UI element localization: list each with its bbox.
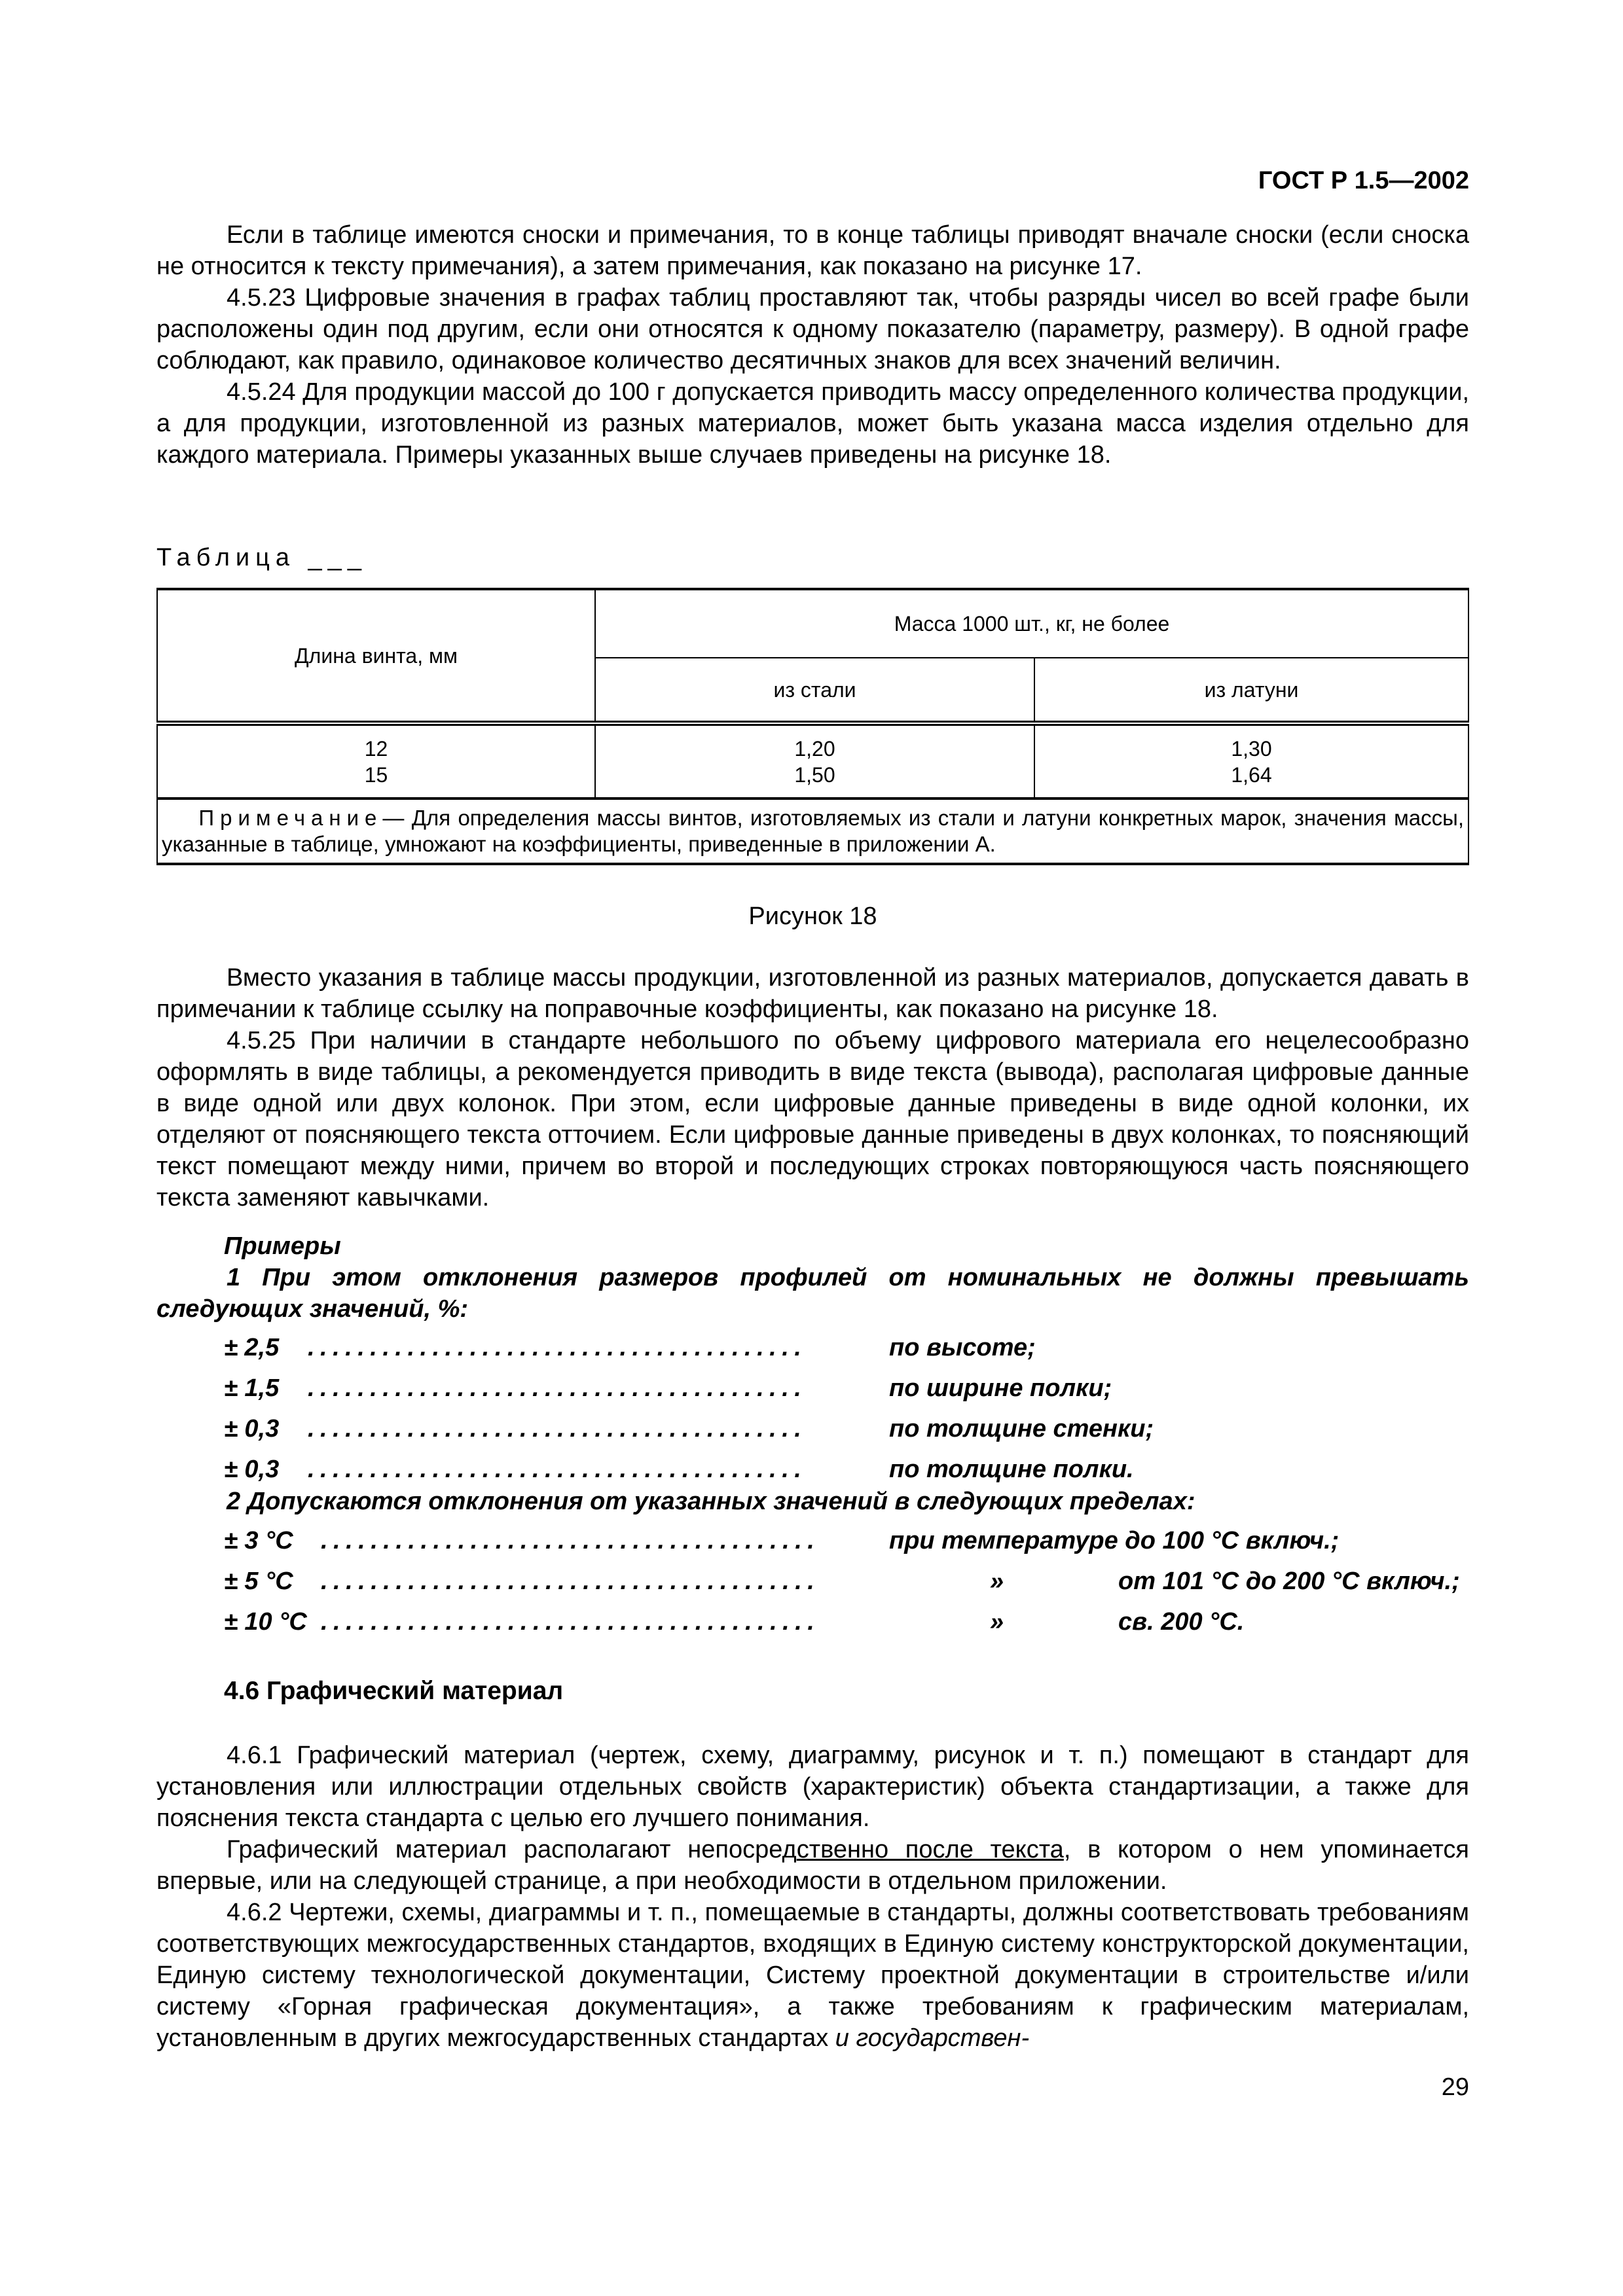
examples-title: Примеры [224,1232,341,1260]
example-description: св. 200 °C. [1118,1608,1245,1636]
document-header: ГОСТ Р 1.5—2002 [1258,167,1469,194]
note-label: Примечание [198,806,383,830]
example-value: ± 0,3 [224,1415,280,1443]
example-value: ± 1,5 [224,1374,280,1402]
leader-dots: ........................................ [321,1527,820,1554]
mass-table [156,588,1469,865]
example-description: при температуре до 100 °C включ.; [889,1527,1340,1554]
leader-dots: ........................................ [308,1456,807,1483]
example-description: по толщине стенки; [889,1415,1154,1443]
page-number: 29 [1441,2073,1469,2101]
italic-text: и государствен- [835,2024,1030,2052]
leader-dots: ........................................ [321,1568,820,1595]
example-1-text: 1 При этом отклонения размеров профилей от номинальных не должны превышать следующих значений, %: [156,1264,1469,1323]
paragraph: Если в таблице имеются сноски и примечания, то в конце таблицы приводят вначале сноски (если сноска не относится к тексту примечания), а затем примечания, как показано на рисунке 17. [156,221,1469,280]
example-2-text: 2 Допускаются отклонения от указанных значений в следующих пределах: [227,1488,1195,1515]
header-screw-length: Длина винта, мм [157,589,595,723]
figure-caption: Рисунок 18 [748,903,877,930]
example-description: по толщине полки. [889,1456,1134,1483]
example-description: от 101 °C до 200 °C включ.; [1118,1568,1460,1595]
header-mass: Масса 1000 шт., кг, не более [595,589,1468,658]
leader-dots: ........................................ [308,1415,807,1443]
leader-dots: ........................................ [308,1334,807,1361]
underlined-text: ственно после текста [796,1836,1064,1863]
cell: 12 [364,736,388,761]
header-steel: из стали [595,658,1034,723]
paragraph-4-6-2 [156,1897,1469,2054]
text-block-2 [156,962,1469,1213]
text: Графический материал располагают непосред [227,1836,797,1863]
ditto-mark: » [990,1568,1004,1595]
example-2 [156,1486,1469,1517]
cell: 1,50 [794,762,835,787]
example-description: по высоте; [889,1334,1036,1361]
table-label: Таблица ___ [156,544,367,571]
paragraph-4-5-23: 4.5.23 Цифровые значения в графах таблиц проставляют так, чтобы разряды чисел во всей графе были расположены один под другим, если они относятся к одному показателю (параметру, размеру). В одной графе соблюдают, как правило, одинаковое количество десятичных знаков для всех значений величин. [156,284,1469,374]
cell: 1,30 [1231,736,1272,761]
cell: 1,20 [794,736,835,761]
cell: 1,64 [1231,762,1272,787]
paragraph-4-5-25: 4.5.25 При наличии в стандарте небольшого по объему цифрового материала его нецелесообразно оформлять в виде таблицы, а рекомендуется приводить в виде текста (вывода), располагая цифровые данные в виде одной или двух колонок. При этом, если цифровые данные приведены в виде одной колонки, их отделяют от поясняющего текста отточием. Если цифровые данные приведены в двух колонках, то поясняющий текст помещают между ними, причем во второй и последующих строках повторяющуюся часть поясняющего текста заменяют кавычками. [156,1027,1469,1211]
example-description: по ширине полки; [889,1374,1112,1402]
example-value: ± 3 °C [224,1527,293,1554]
example-value: ± 5 °C [224,1568,293,1595]
header-brass: из латуни [1034,658,1468,723]
section-heading: 4.6 Графический материал [224,1677,564,1705]
table-row [157,723,1468,798]
example-value: ± 2,5 [224,1334,280,1361]
leader-dots: ........................................ [321,1608,820,1636]
text: 4.6.2 Чертежи, схемы, диаграммы и т. п., помещаемые в стандарты, должны соответствовать требованиям соответствующих межгосударственных стандартов, входящих в Единую систему конструкторской документации, Единую систему технологической документации, Систему проектной документации в строительстве и/или систему «Горная графическая документация», а также требованиям к графическим материалам, установленным в других межгосударственных стандартах [156,1899,1469,2052]
paragraph-4-5-24: 4.5.24 Для продукции массой до 100 г допускается приводить массу определенного количества продукции, а для продукции, изготовленной из разных материалов, может быть указана масса изделия отдельно для каждого материала. Примеры указанных выше случаев приведены на рисунке 18. [156,378,1469,469]
paragraph: Вместо указания в таблице массы продукции, изготовленной из разных материалов, допускается давать в примечании к таблице ссылку на поправочные коэффициенты, как показано на рисунке 18. [156,964,1469,1023]
note-text: — Для определения массы винтов, изготовляемых из стали и латуни конкретных марок, значения массы, указанные в таблице, умножают на коэффициенты, приведенные в приложении А. [162,806,1465,856]
ditto-mark: » [990,1608,1004,1636]
example-1 [156,1262,1469,1325]
paragraph [156,1834,1469,1897]
example-value: ± 10 °C [224,1608,307,1636]
text-block-1 [156,219,1469,471]
example-value: ± 0,3 [224,1456,280,1483]
paragraph-4-6-1: 4.6.1 Графический материал (чертеж, схему, диаграмму, рисунок и т. п.) помещают в стандарт для установления или иллюстрации отдельных свойств (характеристик) объекта стандартизации, а также для пояснения текста стандарта с целью его лучшего понимания. [156,1742,1469,1832]
text-block-3 [156,1740,1469,2054]
text: , в котором о нем упоминается впервые, или на следующей странице, а при необходимости в отдельном приложении. [156,1836,1470,1895]
table-note [157,798,1468,864]
leader-dots: ........................................ [308,1374,807,1402]
cell: 15 [364,762,388,787]
